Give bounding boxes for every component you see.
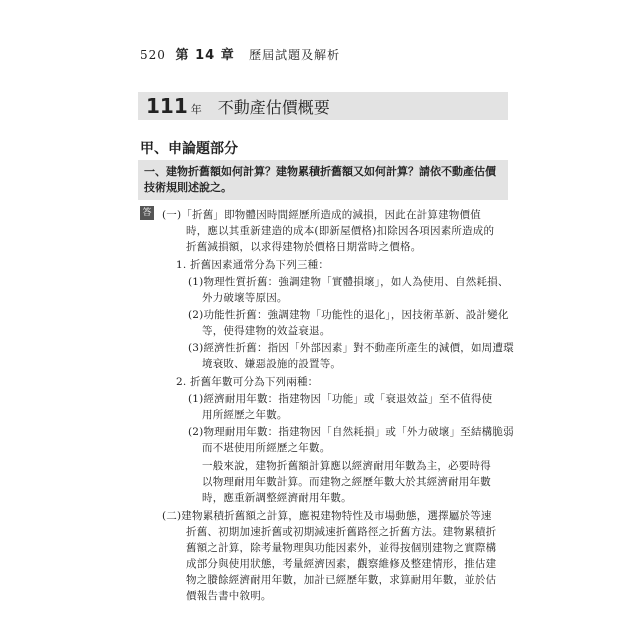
answer-line: 成部分與使用狀態，考量經濟因素，觀察維修及整建情形，推估建 xyxy=(186,558,497,570)
answer-line: 時，應重新調整經濟耐用年數。 xyxy=(202,492,352,504)
answer-line: 境衰敗、嫌惡設施的設置等。 xyxy=(202,358,342,370)
answer-line: (一)「折舊」即物體因時間經歷所造成的減損，因此在計算建物價值 xyxy=(162,209,481,221)
page-number: 520 xyxy=(140,48,166,62)
answer-line: 折舊減損額，以求得建物於價格日期當時之價格。 xyxy=(186,241,422,253)
answer-line: 等，使得建物的效益衰退。 xyxy=(202,325,331,337)
answer-line: (1)物理性質折舊：強調建物「實體損壞」，如人為使用、自然耗損、 xyxy=(188,276,509,288)
answer-line: 物之賸餘經濟耐用年數，加計已經歷年數，求算耐用年數，並於估 xyxy=(186,574,497,586)
exam-year-banner xyxy=(138,92,508,120)
answer-line: (2)功能性折舊：強調建物「功能性的退化」，因技術革新、設計變化 xyxy=(188,309,509,321)
answer-line: 時，應以其重新建造的成本(即新屋價格)扣除因各項因素所造成的 xyxy=(186,225,495,237)
answer-line: 1. 折舊因素通常分為下列三種： xyxy=(176,259,330,271)
exam-year: 111 xyxy=(146,94,188,118)
answer-line: 舊額之計算，除考量物理與功能因素外，並得按個別建物之實際構 xyxy=(186,542,497,554)
answer-line: 外力破壞等原因。 xyxy=(202,292,288,304)
answer-line: 用所經歷之年數。 xyxy=(202,409,288,421)
question-text: 一、建物折舊額如何計算？建物累積折舊額又如何計算？請依不動產估價技術規則述說之。 xyxy=(144,165,496,194)
book-title: 歷屆試題及解析 xyxy=(249,48,341,62)
answer-line: 而不堪使用所經歷之年數。 xyxy=(202,442,331,454)
section-title: 甲、申論題部分 xyxy=(140,141,238,157)
exam-subject-title: 不動產估價概要 xyxy=(217,97,330,117)
exam-year-char: 年 xyxy=(190,103,202,116)
answer-line: (2)物理耐用年數：指建物因「自然耗損」或「外力破壞」至結構脆弱 xyxy=(188,426,514,438)
chapter-label: 第 14 章 xyxy=(175,48,235,63)
answer-line: 價報告書中敘明。 xyxy=(186,590,272,602)
question-box xyxy=(138,160,508,200)
answer-line: 一般來說，建物折舊額計算應以經濟耐用年數為主，必要時得 xyxy=(202,460,491,472)
page-header xyxy=(140,44,340,63)
answer-line: 以物理耐用年數計算。而建物之經歷年數大於其經濟耐用年數 xyxy=(202,476,491,488)
answer-line: 2. 折舊年數可分為下列兩種： xyxy=(176,376,319,388)
answer-line: (二)建物累積折舊額之計算，應視建物特性及市場動態，選擇屬於等速 xyxy=(162,510,492,522)
answer-line: 折舊、初期加速折舊或初期減速折舊路徑之折舊方法。建物累積折 xyxy=(186,526,497,538)
answer-marker-icon: 答 xyxy=(140,206,154,220)
answer-line: (1)經濟耐用年數：指建物因「功能」或「衰退效益」至不值得使 xyxy=(188,393,493,405)
answer-line: (3)經濟性折舊：指因「外部因素」對不動產所產生的減價，如周遭環 xyxy=(188,342,514,354)
